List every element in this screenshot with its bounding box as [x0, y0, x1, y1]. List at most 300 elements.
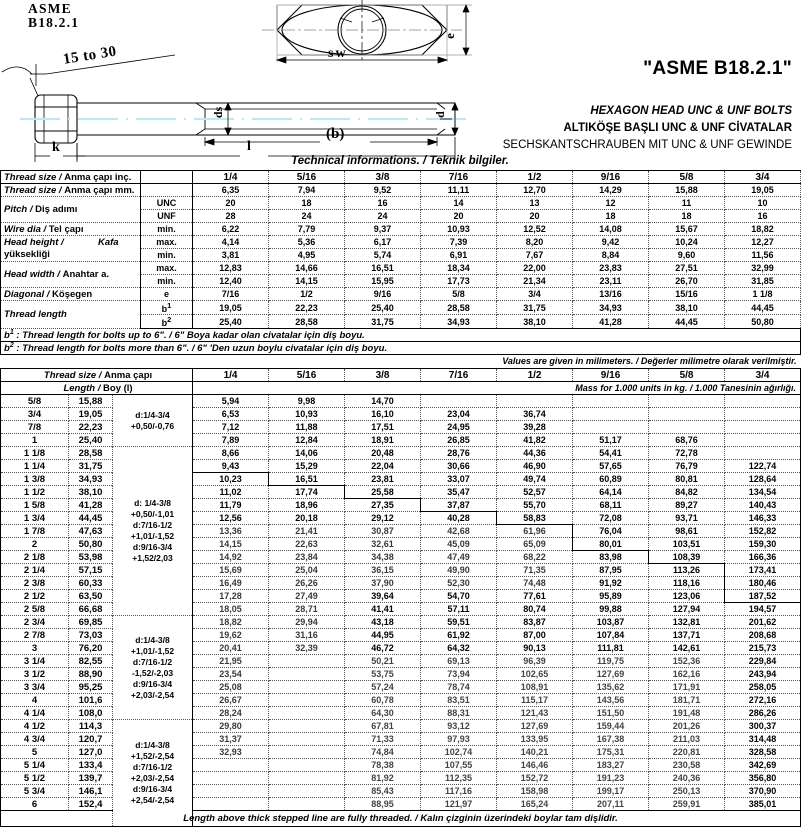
- mass-cell: 7,89: [193, 434, 269, 447]
- data-cell: 31,75: [345, 315, 421, 329]
- mass-cell: 61,96: [497, 525, 573, 538]
- table-row: [1, 171, 801, 184]
- mass-cell: 72,08: [573, 512, 649, 525]
- mass-cell: 98,61: [649, 525, 725, 538]
- data-cell: 3,81: [193, 249, 269, 262]
- mass-cell: 9,43: [193, 460, 269, 473]
- mass-cell: [269, 798, 345, 811]
- length-mm-cell: 82,55: [69, 655, 113, 668]
- length-inch-cell: 3: [1, 642, 69, 655]
- mass-cell: 171,91: [649, 681, 725, 694]
- mass-cell: 43,18: [345, 616, 421, 629]
- data-cell: 1 1/8: [725, 288, 801, 301]
- mass-cell: 21,41: [269, 525, 345, 538]
- note-row: [1, 329, 801, 342]
- footer-note-row: [1, 811, 801, 827]
- length-mm-cell: 31,75: [69, 460, 113, 473]
- technical-data-table: [0, 170, 801, 368]
- length-mm-cell: 76,20: [69, 642, 113, 655]
- mass-cell: 23,54: [193, 668, 269, 681]
- mass-cell: 35,47: [421, 486, 497, 499]
- mass-cell: 29,12: [345, 512, 421, 525]
- length-inch-cell: 1 3/4: [1, 512, 69, 525]
- mass-cell: [649, 395, 725, 408]
- data-cell: 5,36: [269, 236, 345, 249]
- mass-cell: 93,71: [649, 512, 725, 525]
- data-cell: 16: [345, 197, 421, 210]
- data-cell: 12,83: [193, 262, 269, 275]
- length-mm-cell: 66,68: [69, 603, 113, 616]
- table-row: [1, 236, 801, 249]
- data-cell: 15,95: [345, 275, 421, 288]
- mass-cell: [269, 655, 345, 668]
- row-sub: $b^1$: [141, 301, 193, 315]
- length-inch-cell: 5/8: [1, 395, 69, 408]
- data-cell: 20: [421, 210, 497, 223]
- data-cell: 7,67: [497, 249, 573, 262]
- data-cell: 7,79: [269, 223, 345, 236]
- data-cell: 22,23: [269, 301, 345, 315]
- mass-cell: 22,63: [269, 538, 345, 551]
- mass-cell: [269, 694, 345, 707]
- mass-cell: 90,13: [497, 642, 573, 655]
- mass-cell: 26,85: [421, 434, 497, 447]
- mass-cell: 81,92: [345, 772, 421, 785]
- note-row: [1, 342, 801, 355]
- length-mm-cell: 127,0: [69, 746, 113, 759]
- mass-cell: 119,75: [573, 655, 649, 668]
- mass-cell: 83,51: [421, 694, 497, 707]
- mass-cell: [573, 408, 649, 421]
- size-header-cell: 3/4: [725, 369, 801, 382]
- mass-cell: 14,70: [345, 395, 421, 408]
- mass-cell: 180,46: [725, 577, 801, 590]
- data-cell: 16: [725, 210, 801, 223]
- mass-unit-note: Mass for 1.000 units in kg. / 1.000 Tanesinin ağırlığı.: [193, 382, 801, 395]
- mass-cell: 57,11: [421, 603, 497, 616]
- length-mm-cell: 120,7: [69, 733, 113, 746]
- row-label: Thread size / Anma çapı mm.: [1, 184, 141, 197]
- mass-cell: 28,71: [269, 603, 345, 616]
- mass-cell: 76,04: [573, 525, 649, 538]
- mass-cell: [649, 421, 725, 434]
- tolerance-cell: d:1/4-3/8 +1,52/-2,54 d:7/16-1/2 +2,03/-2,54 d:9/16-3/4 +2,54/-2,54: [113, 720, 193, 827]
- data-cell: 24: [269, 210, 345, 223]
- length-mm-cell: 108,0: [69, 707, 113, 720]
- mass-cell: 370,90: [725, 785, 801, 798]
- mass-cell: 83,98: [573, 551, 649, 564]
- data-cell: 13/16: [573, 288, 649, 301]
- data-cell: 7,39: [421, 236, 497, 249]
- data-cell: 14,29: [573, 184, 649, 197]
- length-inch-cell: 2 5/8: [1, 603, 69, 616]
- mass-cell: 18,96: [269, 499, 345, 512]
- data-cell: 41,28: [573, 315, 649, 329]
- length-mm-cell: 15,88: [69, 395, 113, 408]
- mass-cell: 159,44: [573, 720, 649, 733]
- mass-cell: 11,88: [269, 421, 345, 434]
- mass-cell: [269, 668, 345, 681]
- data-cell: 17,73: [421, 275, 497, 288]
- mass-cell: 72,78: [649, 447, 725, 460]
- length-mm-cell: 28,58: [69, 447, 113, 460]
- mass-cell: 14,15: [193, 538, 269, 551]
- mass-cell: 36,74: [497, 408, 573, 421]
- mass-cell: 118,16: [649, 577, 725, 590]
- mass-cell: 52,57: [497, 486, 573, 499]
- mass-cell: 77,61: [497, 590, 573, 603]
- subtitle-turkish: ALTIKÖŞE BAŞLI UNC & UNF CİVATALAR: [563, 122, 792, 134]
- length-mm-cell: 63,50: [69, 590, 113, 603]
- size-header-cell: 5/8: [649, 171, 725, 184]
- mass-cell: 71,33: [345, 733, 421, 746]
- length-inch-cell: 2 1/4: [1, 564, 69, 577]
- mass-cell: 127,69: [573, 668, 649, 681]
- mass-cell: 127,69: [497, 720, 573, 733]
- mass-cell: 57,65: [573, 460, 649, 473]
- note-b2: $b^2$ : Thread length for bolts more than 6". / 6" 'Den uzun boylu civatalar için diş boyu.: [1, 342, 801, 355]
- mass-cell: 121,43: [497, 707, 573, 720]
- mass-cell: 215,73: [725, 642, 801, 655]
- mass-cell: 230,58: [649, 759, 725, 772]
- mass-cell: [573, 421, 649, 434]
- mass-cell: 123,06: [649, 590, 725, 603]
- drawing-header-block: [0, 0, 800, 170]
- row-sub: [141, 184, 193, 197]
- length-inch-cell: 1: [1, 434, 69, 447]
- mass-cell: 115,17: [497, 694, 573, 707]
- length-mm-cell: 47,63: [69, 525, 113, 538]
- data-cell: 38,10: [649, 301, 725, 315]
- length-inch-cell: 4 1/2: [1, 720, 69, 733]
- mass-cell: 229,84: [725, 655, 801, 668]
- data-cell: 31,75: [497, 301, 573, 315]
- length-mm-cell: 114,3: [69, 720, 113, 733]
- data-cell: 18: [269, 197, 345, 210]
- mass-cell: 14,92: [193, 551, 269, 564]
- mass-cell: 51,17: [573, 434, 649, 447]
- mass-cell: 220,81: [649, 746, 725, 759]
- data-cell: 19,05: [725, 184, 801, 197]
- size-header-cell: 9/16: [573, 369, 649, 382]
- data-cell: 34,93: [573, 301, 649, 315]
- mass-cell: [269, 681, 345, 694]
- mass-cell: 30,66: [421, 460, 497, 473]
- row-sub: UNF: [141, 210, 193, 223]
- tolerance-cell: d:1/4-3/4 +0,50/-0,76: [113, 395, 193, 447]
- mass-cell: 80,81: [649, 473, 725, 486]
- mass-cell: 57,24: [345, 681, 421, 694]
- size-header-cell: 1/2: [497, 171, 573, 184]
- length-inch-cell: 3 1/4: [1, 655, 69, 668]
- row-label: Head width / Anahtar a.: [1, 262, 141, 288]
- mass-cell: 76,79: [649, 460, 725, 473]
- mass-cell: 54,41: [573, 447, 649, 460]
- row-label: Wire dia / Tel çapı: [1, 223, 141, 236]
- mass-cell: 140,43: [725, 499, 801, 512]
- chamfer-angle-label: 15 to 30: [62, 43, 118, 68]
- d-dimension-label: d: [432, 111, 447, 118]
- mass-cell: 127,94: [649, 603, 725, 616]
- data-cell: 15/16: [649, 288, 725, 301]
- data-cell: 18: [573, 210, 649, 223]
- data-cell: 9,60: [649, 249, 725, 262]
- size-header-cell: 5/16: [269, 171, 345, 184]
- mass-cell: 107,55: [421, 759, 497, 772]
- mass-cell: 73,94: [421, 668, 497, 681]
- mass-cell: 134,54: [725, 486, 801, 499]
- mass-cell: 152,82: [725, 525, 801, 538]
- thick-line-note: Length above thick stepped line are fully threaded. / Kalın çizginin üzerindeki boylar tam dişlidir.: [1, 811, 801, 827]
- data-cell: 12,70: [497, 184, 573, 197]
- mass-cell: 152,36: [649, 655, 725, 668]
- b-dimension-label: (b): [326, 126, 345, 142]
- mass-cell: 208,68: [725, 629, 801, 642]
- mass-cell: 240,36: [649, 772, 725, 785]
- mass-cell: 59,51: [421, 616, 497, 629]
- mass-cell: 258,05: [725, 681, 801, 694]
- mass-cell: 173,41: [725, 564, 801, 577]
- mass-cell: 103,87: [573, 616, 649, 629]
- data-cell: 21,34: [497, 275, 573, 288]
- mass-cell: [725, 421, 801, 434]
- mass-cell: 32,93: [193, 746, 269, 759]
- mass-cell: 28,76: [421, 447, 497, 460]
- mass-cell: 41,82: [497, 434, 573, 447]
- mass-cell: 259,91: [649, 798, 725, 811]
- mass-cell: 201,26: [649, 720, 725, 733]
- mass-cell: 20,41: [193, 642, 269, 655]
- mass-cell: 54,70: [421, 590, 497, 603]
- mass-cell: 41,41: [345, 603, 421, 616]
- mass-cell: 300,37: [725, 720, 801, 733]
- mass-cell: [725, 408, 801, 421]
- length-mm-cell: 57,15: [69, 564, 113, 577]
- mass-cell: 122,74: [725, 460, 801, 473]
- mass-cell: 143,56: [573, 694, 649, 707]
- length-mm-cell: 60,33: [69, 577, 113, 590]
- mass-cell: 64,30: [345, 707, 421, 720]
- mass-cell: 26,67: [193, 694, 269, 707]
- mass-cell: [573, 395, 649, 408]
- data-cell: 5/8: [421, 288, 497, 301]
- row-sub: min.: [141, 275, 193, 288]
- size-header-cell: 1/2: [497, 369, 573, 382]
- subtitle-german: SECHSKANTSCHRAUBEN MIT UNC & UNF GEWINDE: [502, 139, 792, 151]
- mass-cell: 39,64: [345, 590, 421, 603]
- mass-cell: 117,16: [421, 785, 497, 798]
- row-label: Diagonal / Köşegen: [1, 288, 141, 301]
- mass-cell: 10,93: [269, 408, 345, 421]
- mass-cell: 55,70: [497, 499, 573, 512]
- mass-cell: 151,50: [573, 707, 649, 720]
- mass-cell: 33,07: [421, 473, 497, 486]
- mass-cell: 103,51: [649, 538, 725, 551]
- mass-cell: 23,81: [345, 473, 421, 486]
- mass-cell: [269, 746, 345, 759]
- mass-cell: 166,36: [725, 551, 801, 564]
- mass-cell: 60,89: [573, 473, 649, 486]
- mass-cell: 42,68: [421, 525, 497, 538]
- length-mm-cell: 88,90: [69, 668, 113, 681]
- data-cell: 7/16: [193, 288, 269, 301]
- mass-cell: 112,35: [421, 772, 497, 785]
- mass-cell: 83,87: [497, 616, 573, 629]
- mass-cell: 201,62: [725, 616, 801, 629]
- mass-cell: 152,72: [497, 772, 573, 785]
- row-label: Thread length: [1, 301, 141, 329]
- mass-cell: 31,16: [269, 629, 345, 642]
- data-cell: 31,85: [725, 275, 801, 288]
- mass-cell: [725, 447, 801, 460]
- data-cell: 7,94: [269, 184, 345, 197]
- mass-cell: 69,13: [421, 655, 497, 668]
- data-cell: 6,17: [345, 236, 421, 249]
- size-header-cell: 1/4: [193, 369, 269, 382]
- length-inch-cell: 4 3/4: [1, 733, 69, 746]
- mass-cell: 108,91: [497, 681, 573, 694]
- mass-cell: 23,04: [421, 408, 497, 421]
- mass-cell: 68,76: [649, 434, 725, 447]
- mass-cell: 165,24: [497, 798, 573, 811]
- table-row: [1, 382, 801, 395]
- data-cell: 5,74: [345, 249, 421, 262]
- mass-cell: 97,93: [421, 733, 497, 746]
- size-header-cell: 3/8: [345, 369, 421, 382]
- mass-cell: 159,30: [725, 538, 801, 551]
- mass-cell: 142,61: [649, 642, 725, 655]
- table-row: [1, 447, 801, 460]
- mass-cell: 250,13: [649, 785, 725, 798]
- size-header-cell: 7/16: [421, 171, 497, 184]
- length-inch-cell: 6: [1, 798, 69, 811]
- mass-cell: [497, 395, 573, 408]
- length-inch-cell: 1 1/4: [1, 460, 69, 473]
- mass-cell: 16,49: [193, 577, 269, 590]
- mass-cell: 44,36: [497, 447, 573, 460]
- mass-cell: 50,21: [345, 655, 421, 668]
- mass-cell: 49,90: [421, 564, 497, 577]
- mass-cell: 17,74: [269, 486, 345, 499]
- size-header-cell: 1/4: [193, 171, 269, 184]
- mass-cell: 34,38: [345, 551, 421, 564]
- mass-cell: 191,23: [573, 772, 649, 785]
- mass-cell: 95,89: [573, 590, 649, 603]
- mass-cell: 140,21: [497, 746, 573, 759]
- data-cell: 8,20: [497, 236, 573, 249]
- length-inch-cell: 5: [1, 746, 69, 759]
- mass-cell: 158,98: [497, 785, 573, 798]
- mass-cell: 13,36: [193, 525, 269, 538]
- data-cell: 4,95: [269, 249, 345, 262]
- mass-cell: 78,74: [421, 681, 497, 694]
- table-row: [1, 262, 801, 275]
- mass-cell: 132,81: [649, 616, 725, 629]
- row-sub: $b^2$: [141, 315, 193, 329]
- mass-cell: 211,03: [649, 733, 725, 746]
- table-row: [1, 301, 801, 315]
- k-dimension-label: k: [52, 140, 60, 155]
- length-inch-cell: 3 3/4: [1, 681, 69, 694]
- length-mm-cell: 133,4: [69, 759, 113, 772]
- length-inch-cell: 2 1/2: [1, 590, 69, 603]
- length-inch-cell: 5 3/4: [1, 785, 69, 798]
- data-cell: 25,40: [345, 301, 421, 315]
- mass-cell: [269, 759, 345, 772]
- mass-cell: 8,66: [193, 447, 269, 460]
- mass-cell: 121,97: [421, 798, 497, 811]
- table-row: [1, 720, 801, 733]
- data-cell: 11: [649, 197, 725, 210]
- data-cell: 44,45: [725, 301, 801, 315]
- length-mm-cell: 95,25: [69, 681, 113, 694]
- mass-cell: 183,27: [573, 759, 649, 772]
- technical-data-table-wrap: [0, 170, 800, 368]
- mass-cell: [269, 720, 345, 733]
- mass-cell: 102,65: [497, 668, 573, 681]
- values-note-row: [1, 355, 801, 369]
- length-inch-cell: 3/4: [1, 408, 69, 421]
- mass-cell: 135,62: [573, 681, 649, 694]
- mass-cell: 68,22: [497, 551, 573, 564]
- data-cell: 12,40: [193, 275, 269, 288]
- mass-cell: 342,69: [725, 759, 801, 772]
- subtitle-english: HEXAGON HEAD UNC & UNF BOLTS: [590, 105, 792, 117]
- mass-cell: [269, 785, 345, 798]
- mass-cell: 78,38: [345, 759, 421, 772]
- row-sub: max.: [141, 236, 193, 249]
- mass-cell: 23,84: [269, 551, 345, 564]
- mass-cell: 133,95: [497, 733, 573, 746]
- mass-cell: 102,74: [421, 746, 497, 759]
- mass-cell: [193, 772, 269, 785]
- data-cell: 9,37: [345, 223, 421, 236]
- data-cell: 18,82: [725, 223, 801, 236]
- row-sub: min.: [141, 223, 193, 236]
- mass-cell: 18,05: [193, 603, 269, 616]
- mass-cell: 28,24: [193, 707, 269, 720]
- mass-cell: 49,74: [497, 473, 573, 486]
- data-cell: 28,58: [421, 301, 497, 315]
- mass-cell: 68,11: [573, 499, 649, 512]
- mass-cell: 21,95: [193, 655, 269, 668]
- length-mm-cell: 38,10: [69, 486, 113, 499]
- data-cell: 16,51: [345, 262, 421, 275]
- mass-cell: 65,09: [497, 538, 573, 551]
- data-cell: 15,88: [649, 184, 725, 197]
- mass-cell: 16,10: [345, 408, 421, 421]
- data-cell: 23,83: [573, 262, 649, 275]
- data-cell: 50,80: [725, 315, 801, 329]
- mass-cell: [725, 434, 801, 447]
- length-mm-cell: 41,28: [69, 499, 113, 512]
- length-mm-cell: 101,6: [69, 694, 113, 707]
- row-sub: e: [141, 288, 193, 301]
- values-unit-note: Values are given in milimeters. / Değerler milimetre olarak verilmiştir.: [502, 356, 797, 367]
- mass-cell: [193, 759, 269, 772]
- data-cell: 27,51: [649, 262, 725, 275]
- data-cell: 8,84: [573, 249, 649, 262]
- mass-cell: 71,35: [497, 564, 573, 577]
- mass-cell: 187,52: [725, 590, 801, 603]
- mass-cell: 40,28: [421, 512, 497, 525]
- mass-cell: 64,32: [421, 642, 497, 655]
- sw-dimension-label: sw: [328, 46, 348, 61]
- mass-cell: [193, 785, 269, 798]
- mass-cell: 80,74: [497, 603, 573, 616]
- size-header-cell: 9/16: [573, 171, 649, 184]
- data-cell: 34,93: [421, 315, 497, 329]
